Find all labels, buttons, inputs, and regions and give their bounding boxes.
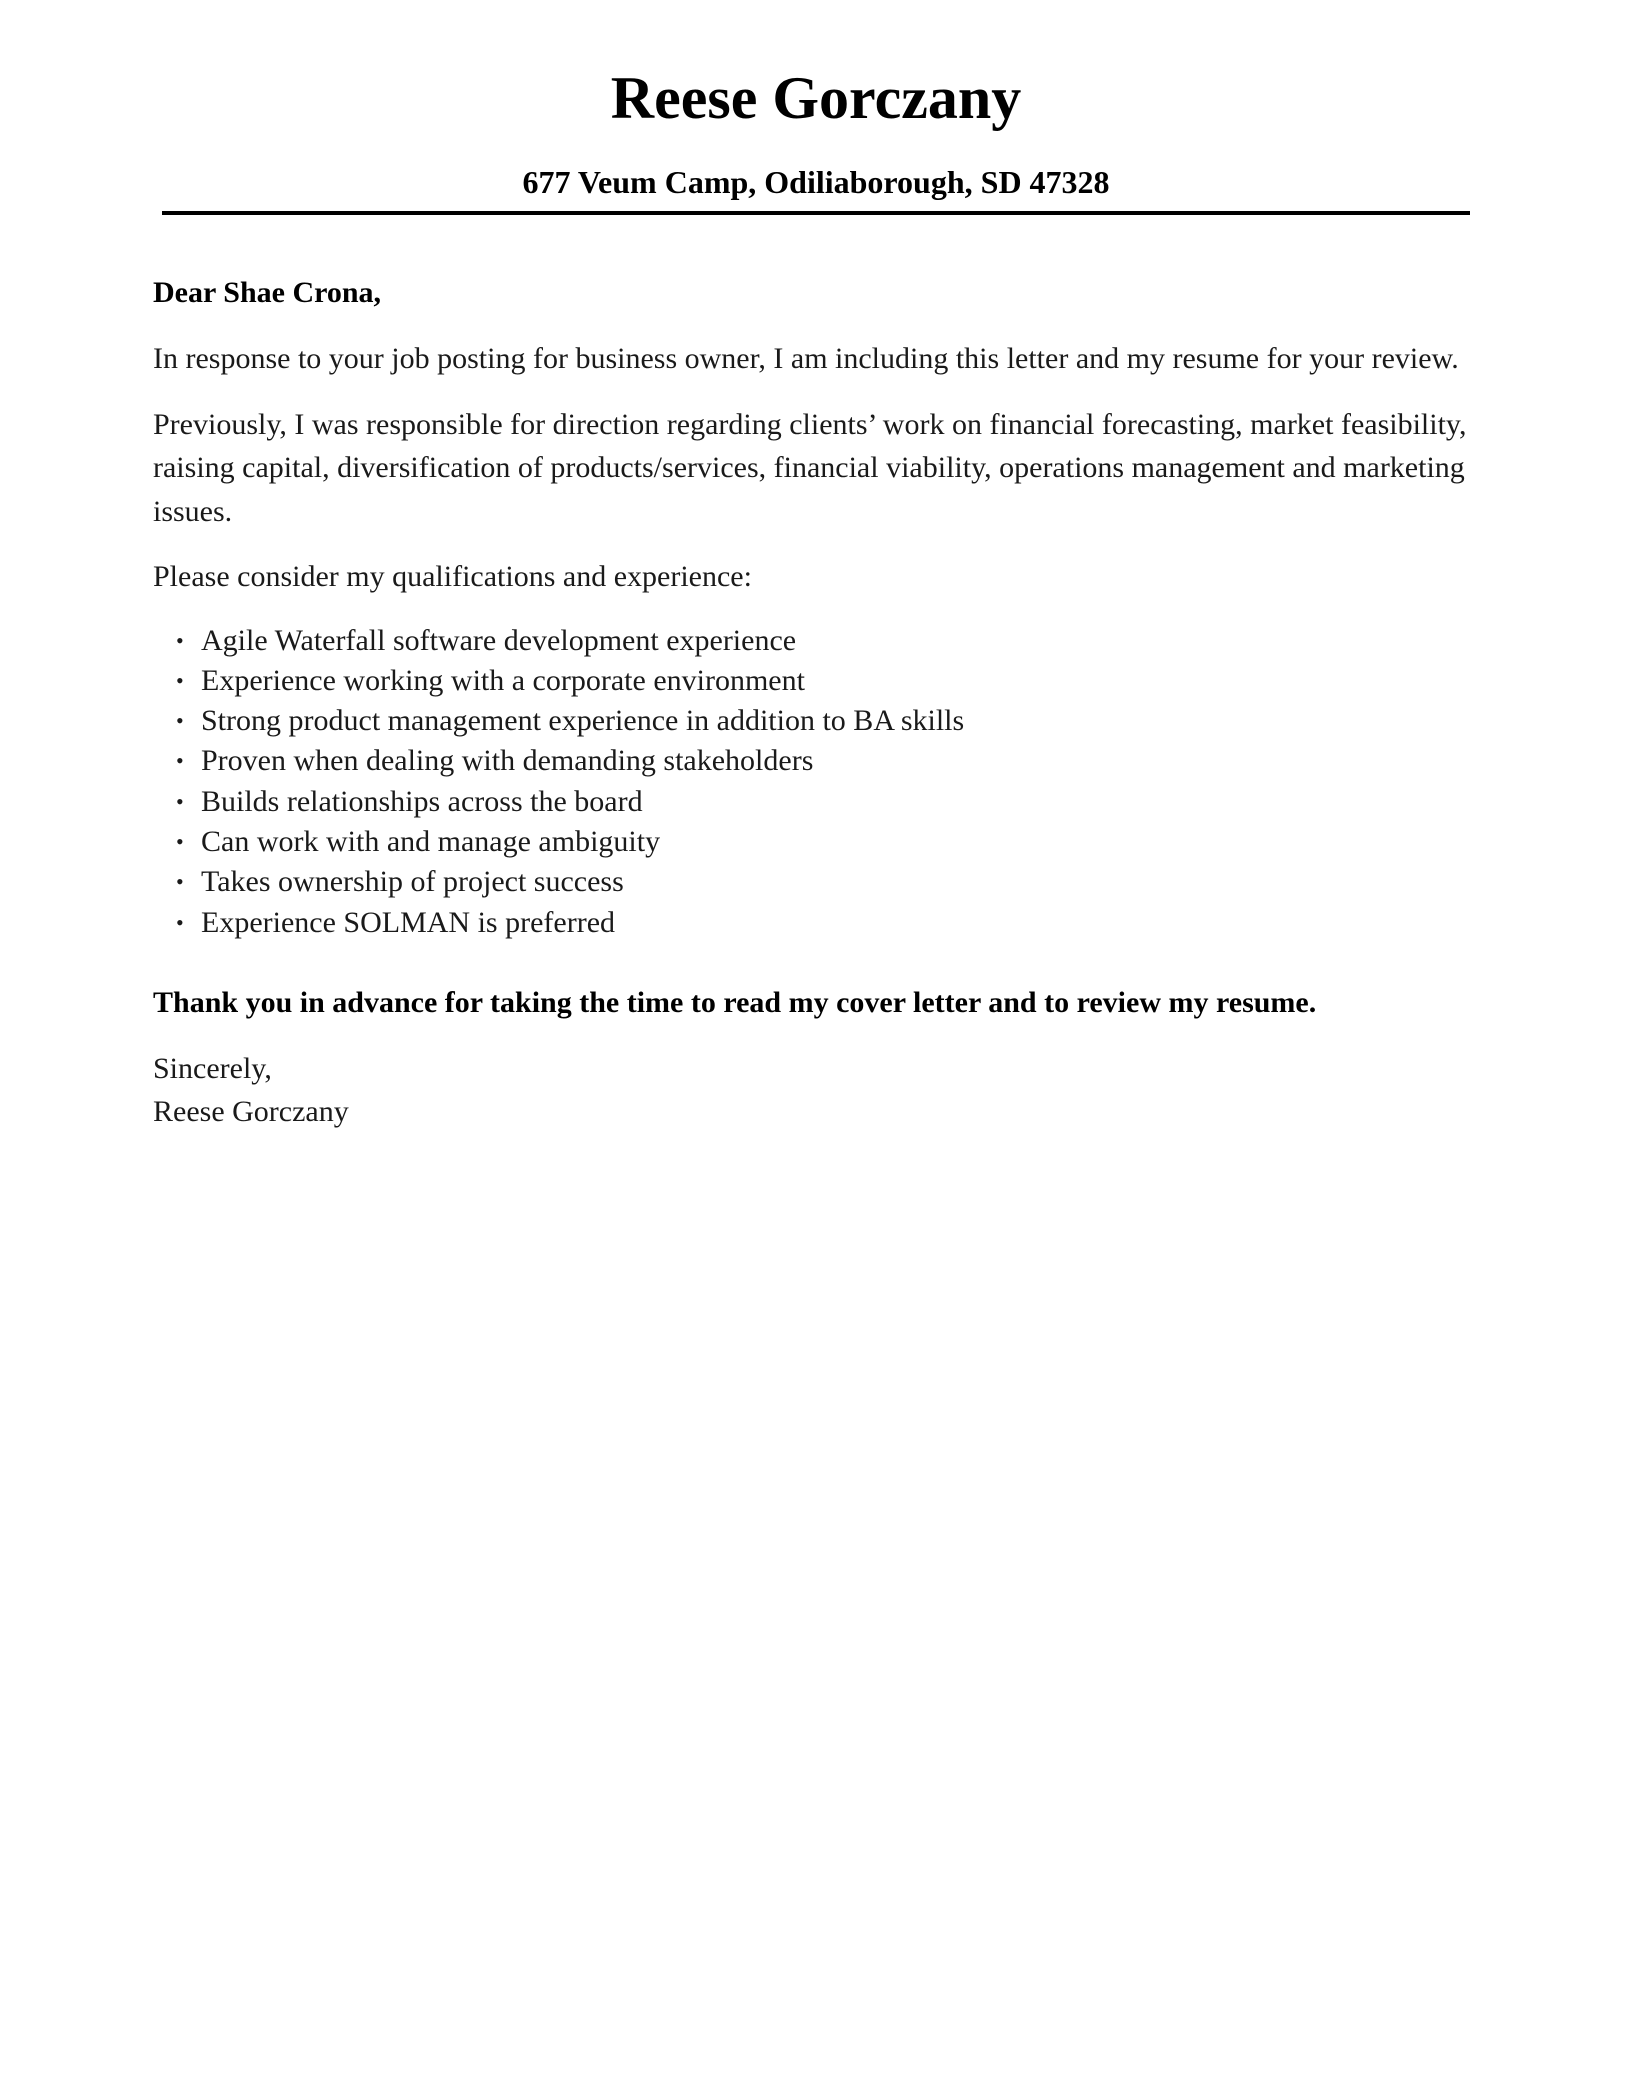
list-item: [176, 822, 1483, 862]
bullet-dot-icon: •: [176, 788, 184, 814]
bullet-dot-icon: •: [176, 748, 184, 774]
experience-paragraph: Previously, I was responsible for direction regarding clients’ work on financial forecasting, market feasibility, raising capital, diversification of products/services, financial viability, operations management and marketing issues.: [153, 407, 1467, 528]
letter-header: [162, 58, 1470, 204]
list-item-text: Proven when dealing with demanding stakeholders: [201, 744, 814, 778]
intro-paragraph: In response to your job posting for business owner, I am including this letter and my resume for your review.: [153, 342, 1459, 375]
bullet-dot-icon: •: [176, 828, 184, 854]
qualifications-list: [153, 621, 1483, 943]
list-item-text: Builds relationships across the board: [201, 784, 643, 818]
list-item-text: Can work with and manage ambiguity: [201, 824, 661, 858]
list-item: [176, 621, 1483, 661]
bullet-dot-icon: •: [176, 667, 184, 693]
list-item-text: Takes ownership of project success: [201, 865, 624, 899]
bullet-dot-icon: •: [176, 627, 184, 653]
list-item-text: Experience SOLMAN is preferred: [201, 905, 616, 939]
signature-name: Reese Gorczany: [153, 1095, 349, 1129]
list-item: [176, 701, 1483, 741]
sender-address: 677 Veum Camp, Odiliaborough, SD 47328: [522, 164, 1110, 200]
list-item-text: Strong product management experience in addition to BA skills: [201, 704, 965, 738]
list-item: [176, 862, 1483, 902]
list-item: [176, 782, 1483, 822]
sender-name: Reese Gorczany: [610, 65, 1022, 131]
list-item: [176, 661, 1483, 701]
bullet-dot-icon: •: [176, 708, 184, 734]
letter-body: [153, 271, 1483, 1134]
thank-you-line: Thank you in advance for taking the time to read my cover letter and to review my resume.: [153, 985, 1317, 1019]
list-item-text: Agile Waterfall software development experience: [201, 623, 797, 657]
list-item: [176, 903, 1483, 943]
qualifications-intro: Please consider my qualifications and experience:: [153, 560, 752, 593]
salutation: Dear Shae Crona,: [153, 276, 382, 309]
bullet-dot-icon: •: [176, 869, 184, 895]
header-divider: [162, 211, 1470, 215]
list-item-text: Experience working with a corporate environment: [201, 663, 805, 697]
bullet-dot-icon: •: [176, 909, 184, 935]
list-item: [176, 741, 1483, 781]
closing: Sincerely,: [153, 1051, 272, 1085]
